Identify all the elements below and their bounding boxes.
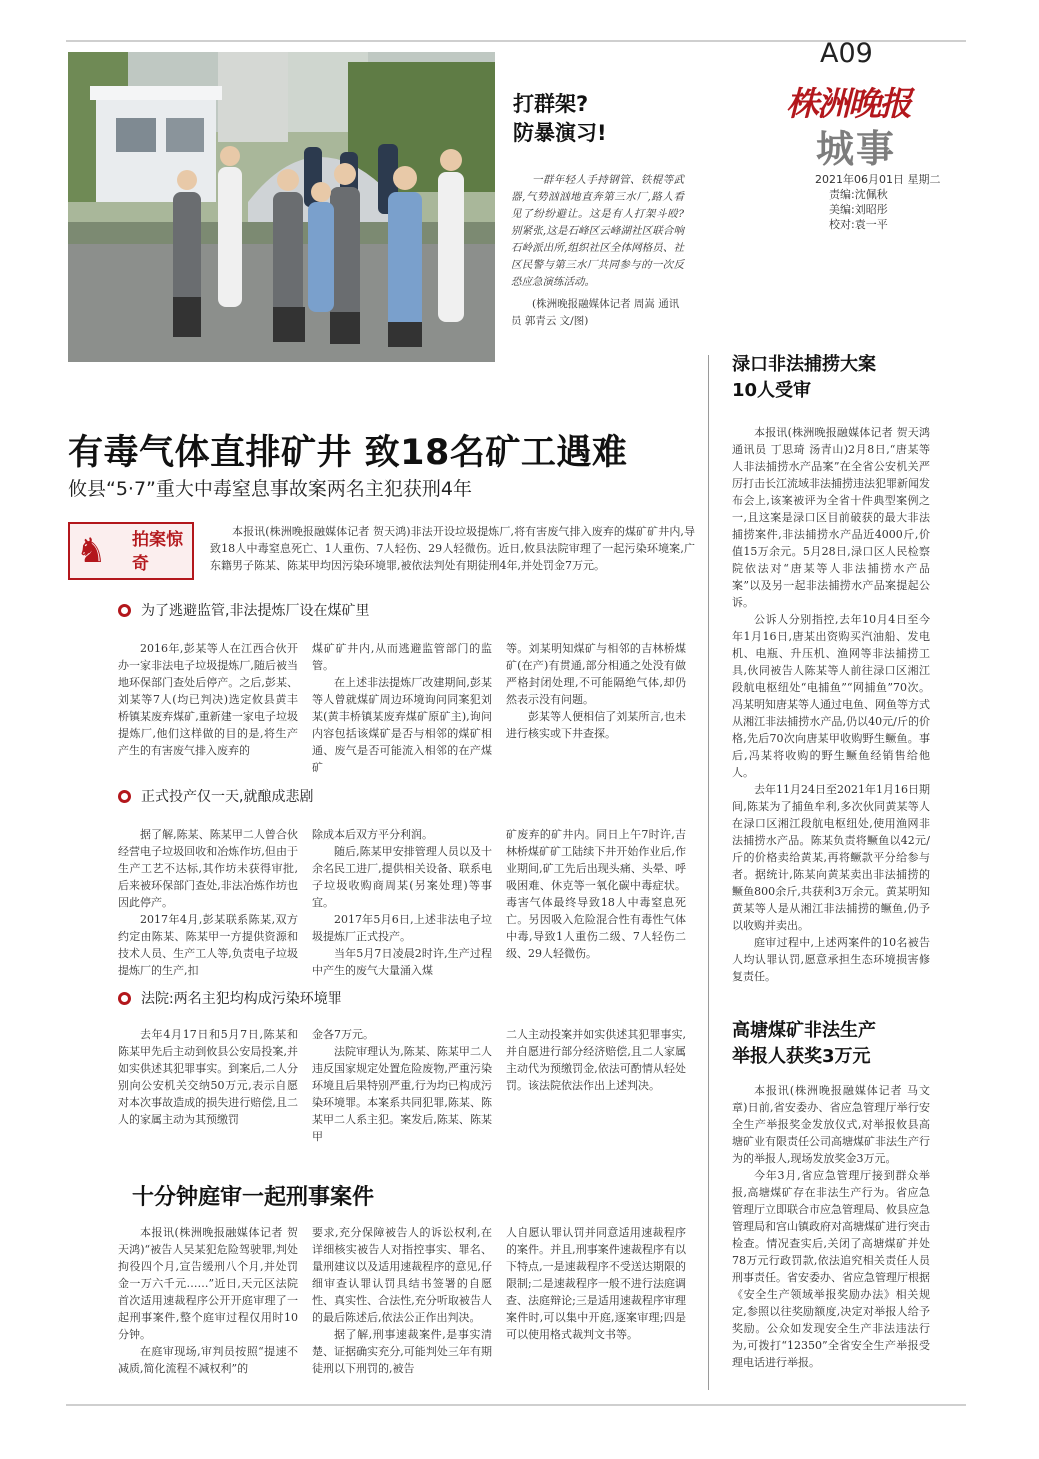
bullet-icon (118, 992, 131, 1005)
s3-col3: 二人主动投案并如实供述其犯罪事实,并自愿进行部分经济赔偿,且二人家属主动代为预缴罚金,依法可酌情从轻处罚。该法院依法作出上述判决。 (506, 1028, 686, 1092)
s1-col3: 等。刘某明知煤矿与相邻的吉林桥煤矿(在产)有贯通,部分相通之处没有做严格封闭处理,不可能隔绝气体,却仍然表示没有问题。 彭某等人便相信了刘某所言,也未进行核实或下井查探。 (506, 642, 686, 740)
s1-col2: 煤矿矿井内,从而逃避监管部门的监管。 在上述非法提炼厂改建期间,彭某等人曾就煤矿周边环境询问同案犯刘某(黄丰桥镇某废弃煤矿原矿主),询问内容包括该煤矿是否与相邻的煤矿相通、废气是否可能流入相邻的在产煤矿 (312, 642, 492, 774)
story2-headline: 十分钟庭审一起刑事案件 (132, 1185, 375, 1210)
photo-story-title: 打群架? 防暴演习! (513, 92, 607, 145)
s2-col3: 矿废弃的矿井内。同日上午7时许,吉林桥煤矿矿工陆续下井开始作业后,作业期间,矿工先后出现头痛、头晕、呼吸困难、休克等一氧化碳中毒症状。毒害气体最终导致18人中毒窒息死亡。另因吸入危险混合性有毒性气体中毒,导致1人重伤二级、7人轻伤二级、29人轻微伤。 (506, 828, 686, 960)
section-heading-2: 正式投产仅一天,就酿成悲剧 (118, 786, 313, 806)
paper-logo: 株洲晚报 (786, 84, 910, 123)
s1-col1: 2016年,彭某等人在江西合伙开办一家非法电子垃圾提炼厂,随后被当地环保部门查处后停产。之后,彭某、刘某等7人(均已判决)选定攸县黄丰桥镇某废弃煤矿,重新建一家电子垃圾提炼厂,他们这样做的目的是,将生产产生的有害废气排入废弃的 (118, 642, 298, 757)
s2-col1: 据了解,陈某、陈某甲二人曾合伙经营电子垃圾回收和冶炼作坊,但由于生产工艺不达标,其作坊未获得审批,后来被环保部门查处,非法冶炼作坊也因此停产。 2017年4月,彭某联系陈某,双方约定由陈某、陈某甲一方提供资源和技术人员、生产工人等,负责电子垃圾提炼厂的生产,扣 (118, 828, 298, 977)
main-subhead: 攸县“5·7”重大中毒窒息事故案两名主犯获刑4年 (68, 478, 472, 500)
right-story1-body: 本报讯(株洲晚报融媒体记者 贺天鸿 通讯员 丁思琦 汤青山)2月8日,“唐某等人非法捕捞水产品案”在全省公安机关严厉打击长江流域非法捕捞违法犯罪新闻发布会上,该案被评为全省十件典型案例之一,且这案是渌口区目前破获的最大非法捕捞案件,非法捕捞水产品近4000斤,价值15万余元。5月28日,渌口区人民检察院依法对“唐某等人非法捕捞水产品案”以及另一起非法捕捞水产品案提起公诉。 公诉人分别指控,去年10月4日至今年1月16日,唐某出资购买汽油船、发电机、电瓶、升压机、渔网等非法捕捞工具,伙同被告人陈某等人前往渌口区湘江段航电枢纽处“电捕鱼”“网捕鱼”70次。冯某明知唐某等人通过电鱼、网鱼等方式从湘江非法捕捞水产品,仍以40元/斤的价格,先后70次向唐某甲收购野生鳜鱼。事后,冯某将收购的野生鳜鱼经销售给他人。 去年11月24日至2021年1月16日期间,陈某为了捕鱼牟利,多次伙同黄某等人在渌口区湘江段航电枢纽处,使用渔网非法捕捞水产品。陈某负责将鳜鱼以42元/斤的价格卖给黄某,再将鳜款平分给参与者。据统计,陈某向黄某卖出非法捕捞的鳜鱼800余斤,共获利3万余元。黄某明知黄某等人是从湘江非法捕捞的鳜鱼,仍予以收购并卖出。 庭审过程中,上述两案件的10名被告人均认罪认罚,愿意承担生态环境损害修复责任。 (732, 426, 930, 983)
s2-col2: 除成本后双方平分利润。 随后,陈某甲安排管理人员以及十余名民工进厂,提供相关设备、联系电子垃圾收购商周某(另案处理)等事宜。 2017年5月6日,上述非法电子垃圾提炼厂正式投产。 当年5月7日凌晨2时许,生产过程中产生的废气大量涌入煤 (312, 828, 492, 977)
bullet-icon (118, 790, 131, 803)
right-story2-title: 高塘煤矿非法生产 举报人获奖3万元 (732, 1020, 876, 1067)
photo-illustration (68, 52, 495, 362)
main-lead: 本报讯(株洲晚报融媒体记者 贺天鸿)非法开设垃圾提炼厂,将有害废气排入废弃的煤矿矿井内,导致18人中毒窒息死亡、1人重伤、7人轻伤、29人轻微伤。近日,攸县法院审理了一起污染环境案,广东籍男子陈某、陈某甲均因污染环境罪,被依法判处有期徒刑4年,并处罚金7万元。 (210, 525, 695, 572)
section-name: 城事 (816, 126, 897, 171)
editor: 责编:沈佩秋 (829, 188, 888, 201)
page-number: A09 (820, 38, 873, 69)
s3-col2: 金各7万元。 法院审理认为,陈某、陈某甲二人违反国家规定处置危险废物,严重污染环境且后果特别严重,行为均已构成污染环境罪。本案系共同犯罪,陈某、陈某甲二人系主犯。案发后,陈某、陈某甲 (312, 1028, 492, 1143)
photo-story-body: 一群年轻人手持钢管、铁棍等武器,气势汹汹地直奔第三水厂,路人看见了纷纷避让。这是有人打架斗殴?别紧张,这是石峰区云峰湖社区联合响石岭派出所,组织社区全体网格员、社区民警与第三水厂共同参与的一次反恐应急演练活动。 (511, 174, 684, 288)
stamp-text: 拍案惊奇 (132, 530, 183, 574)
designer: 美编:刘昭彤 (829, 203, 888, 216)
section-heading-3: 法院:两名主犯均构成污染环境罪 (118, 988, 342, 1008)
story2-col3: 人自愿认罪认罚并同意适用速裁程序的案件。并且,刑事案件速裁程序有以下特点,一是速裁程序不受送达期限的限制;二是速裁程序一般不进行法庭调查、法庭辩论;三是适用速裁程序审理案件时,可以集中开庭,逐案审理;四是可以使用格式裁判文书等。 (506, 1226, 686, 1341)
column-divider (708, 355, 709, 1390)
horse-icon: ♞ (76, 531, 107, 571)
story2-col1: 本报讯(株洲晚报融媒体记者 贺天鸿)“被告人吴某犯危险驾驶罪,判处拘役四个月,宣告缓刑八个月,并处罚金一万六千元……”近日,天元区法院首次适用速裁程序公开开庭审理了一起刑事案件,整个庭审过程仅用时10分钟。 在庭审现场,审判员按照“提速不减质,简化流程不减权利”的 (118, 1226, 298, 1375)
news-photo (68, 52, 495, 362)
photo-story-credit: (株洲晚报融媒体记者 周嵩 通讯员 郭青云 文/图) (511, 298, 680, 327)
column-stamp (68, 522, 194, 580)
s3-col1: 去年4月17日和5月7日,陈某和陈某甲先后主动到攸县公安局投案,并如实供述其犯罪事实。到案后,二人分别向公安机关交纳50万元,表示自愿对本次事故造成的损失进行赔偿,且二人的家属主动为其预缴罚 (118, 1028, 298, 1126)
section-heading-1: 为了逃避监管,非法提炼厂设在煤矿里 (118, 600, 369, 620)
right-story2-body: 本报讯(株洲晚报融媒体记者 马文章)日前,省安委办、省应急管理厅举行安全生产举报奖金发放仪式,对举报攸县高塘矿业有限责任公司高塘煤矿非法生产行为的举报人,现场发放奖金3万元。 今年3月,省应急管理厅接到群众举报,高塘煤矿存在非法生产行为。省应急管理厅立即联合市应急管理局、攸县应急管理局和宫山镇政府对高塘煤矿进行突击检查。情况查实后,关闭了高塘煤矿并处78万元行政罚款,依法追究相关责任人员刑事责任。省安委办、省应急管理厅根据《安全生产领域举报奖励办法》相关规定,参照以往奖励额度,决定对举报人给予奖励。公众如发现安全生产非法违法行为,可拨打“12350”全省安全生产举报受理电话进行举报。 (732, 1084, 930, 1369)
bullet-icon (118, 604, 131, 617)
bottom-rule (66, 1404, 966, 1406)
issue-date: 2021年06月01日 星期二 (815, 173, 941, 186)
story2-col2: 要求,充分保障被告人的诉讼权利,在详细核实被告人对指控事实、罪名、量刑建议以及适用速裁程序的意见,仔细审查认罪认罚具结书签署的自愿性、真实性、合法性,充分听取被告人的最后陈述后,依法公正作出判决。 据了解,刑事速裁案件,是事实清楚、证据确实充分,可能判处三年有期徒刑以下刑罚的,被告 (312, 1226, 492, 1375)
proofreader: 校对:袁一平 (829, 218, 888, 231)
dateline (815, 172, 941, 232)
right-story1-title: 渌口非法捕捞大案 10人受审 (732, 354, 876, 401)
main-headline: 有毒气体直排矿井 致18名矿工遇难 (68, 433, 628, 473)
